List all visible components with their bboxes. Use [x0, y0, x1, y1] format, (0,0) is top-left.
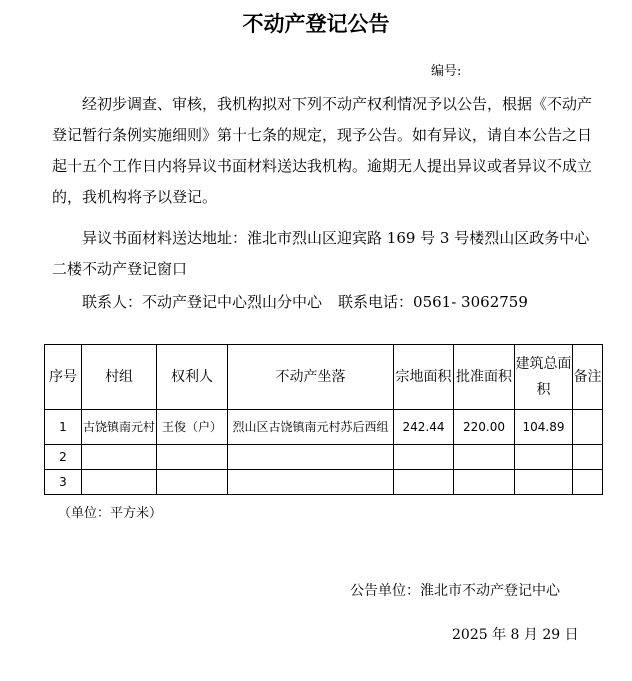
header-building-area: 建筑总面积	[515, 345, 573, 410]
property-table	[44, 344, 603, 495]
announcement-text: 经初步调查、审核，我机构拟对下列不动产权利情况予以公告，根据《不动产登记暂行条例实施细则》第十七条的规定，现予公告。如有异议，请自本公告之日起十五个工作日内将异议书面材料送达我机构。逾期无人提出异议或者异议不成立的，我机构将予以登记。	[52, 95, 593, 206]
issuer-line	[350, 580, 560, 600]
cell-holder	[157, 445, 228, 470]
header-serial: 序号	[45, 345, 82, 410]
cell-note	[573, 410, 603, 445]
cell-location	[228, 445, 394, 470]
table-row	[45, 470, 603, 495]
cell-land-area	[394, 470, 454, 495]
cell-village	[82, 445, 157, 470]
cell-location	[228, 470, 394, 495]
cell-no: 2	[45, 445, 82, 470]
cell-holder: 王俊（户）	[157, 410, 228, 445]
unit-note: （单位：平方米）	[58, 506, 163, 521]
issuer-label: 公告单位：	[350, 583, 420, 599]
header-approved-area: 批准面积	[454, 345, 515, 410]
table-row	[45, 445, 603, 470]
cell-approved-area	[454, 470, 515, 495]
cell-no: 1	[45, 410, 82, 445]
contact-phone-label: 联系电话：	[338, 293, 414, 311]
cell-holder	[157, 470, 228, 495]
header-village: 村组	[82, 345, 157, 410]
cell-approved-area: 220.00	[454, 410, 515, 445]
page-title: 不动产登记公告	[242, 12, 390, 36]
header-land-area: 宗地面积	[394, 345, 454, 410]
cell-note	[573, 470, 603, 495]
contact-phone: 0561- 3062759	[413, 293, 528, 311]
cell-location: 烈山区古饶镇南元村苏后西组	[228, 410, 394, 445]
cell-land-area: 242.44	[394, 410, 454, 445]
cell-village: 古饶镇南元村	[82, 410, 157, 445]
table-header-row	[45, 345, 603, 410]
header-holder: 权利人	[157, 345, 228, 410]
announcement-date: 2025 年 8 月 29 日	[452, 627, 579, 643]
cell-no: 3	[45, 470, 82, 495]
cell-note	[573, 445, 603, 470]
header-location: 不动产坐落	[228, 345, 394, 410]
contact-line	[52, 287, 592, 318]
table-row	[45, 410, 603, 445]
cell-approved-area	[454, 445, 515, 470]
announcement-paragraph	[52, 89, 592, 213]
contact-person-label: 联系人：	[82, 293, 143, 311]
issuer-name: 淮北市不动产登记中心	[420, 583, 560, 599]
cell-building-area	[515, 445, 573, 470]
header-note: 备注	[573, 345, 603, 410]
objection-address-paragraph	[52, 223, 592, 285]
cell-building-area: 104.89	[515, 410, 573, 445]
cell-village	[82, 470, 157, 495]
serial-number-label: 编号:	[431, 64, 462, 79]
cell-land-area	[394, 445, 454, 470]
objection-address-text: 异议书面材料送达地址：淮北市烈山区迎宾路 169 号 3 号楼烈山区政务中心二楼不动产登记窗口	[52, 229, 590, 278]
cell-building-area	[515, 470, 573, 495]
contact-person: 不动产登记中心烈山分中心	[142, 293, 323, 311]
